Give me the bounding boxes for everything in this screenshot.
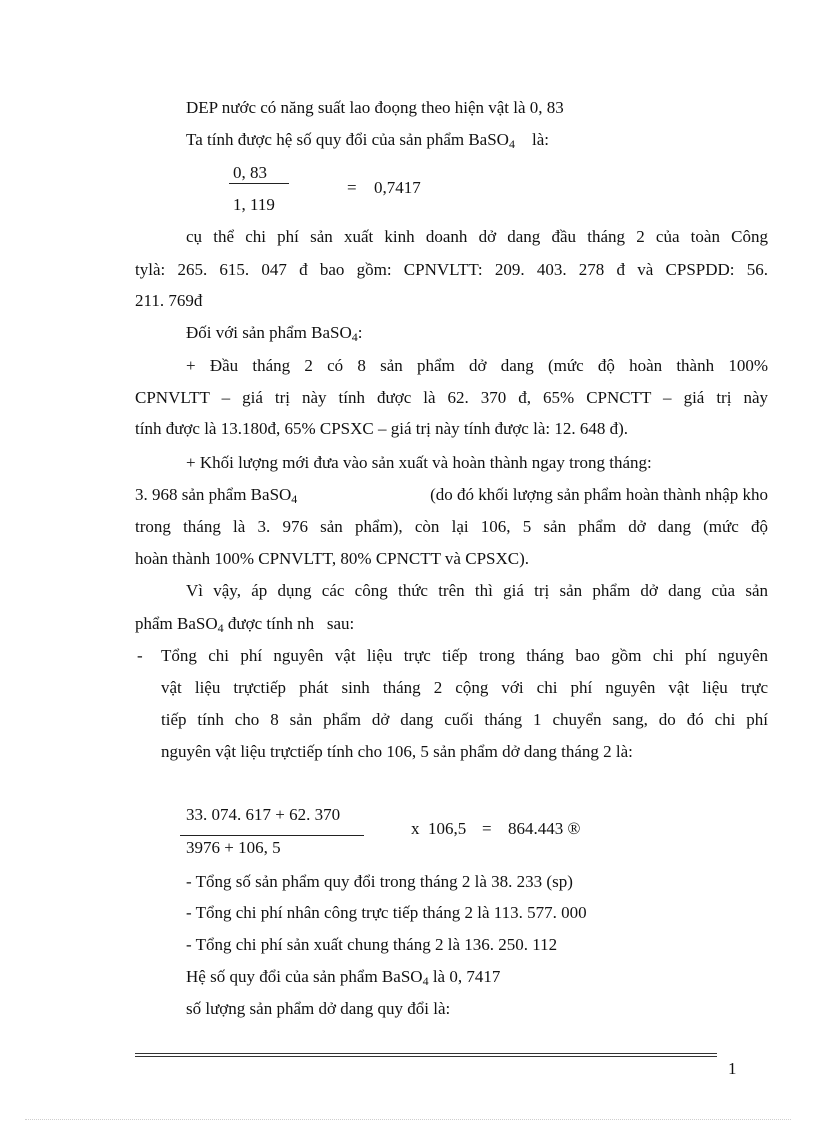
text-line: nguyên vật liệu trựctiếp tính cho 106, 5 sản phẩm dở dang tháng 2 là:: [161, 742, 633, 761]
fraction-denominator: 1, 119: [233, 195, 275, 214]
subscript: 4: [422, 974, 429, 988]
text-segment: Đối với sản phẩm BaSO: [186, 323, 352, 342]
text-line: tylà: 265. 615. 047 đ bao gồm: CPNVLTT: 209. 403. 278 đ và CPSPDD: 56.: [135, 260, 768, 279]
subscript: 4: [217, 621, 224, 635]
text-line: CPNVLTT – giá trị này tính được là 62. 370 đ, 65% CPNCTT – giá trị này: [135, 388, 768, 407]
text-line: tính được là 13.180đ, 65% CPSXC – giá trị này tính được là: 12. 648 đ).: [135, 419, 629, 438]
text-line: cụ thể chi phí sản xuất kinh doanh dở dang đầu tháng 2 của toàn Công: [186, 227, 768, 246]
text-line: hoàn thành 100% CPNVLTT, 80% CPNCTT và CPSXC).: [135, 549, 530, 568]
fraction-bar: [229, 183, 289, 184]
fraction-denominator: 3976 + 106, 5: [186, 838, 281, 857]
text-segment: là:: [531, 130, 549, 149]
text-line: [186, 129, 549, 151]
page-number: 1: [728, 1059, 737, 1078]
text-line: 211. 769đ: [135, 291, 203, 310]
fraction-numerator: 33. 074. 617 + 62. 370: [186, 805, 341, 824]
text-line: - Tổng chi phí sản xuất chung tháng 2 là 136. 250. 112: [186, 935, 558, 954]
footer-rule: [135, 1056, 717, 1057]
text-line: [135, 484, 768, 506]
bullet-dash: -: [137, 646, 143, 665]
text-line: Tổng chi phí nguyên vật liệu trực tiếp trong tháng bao gồm chi phí nguyên: [161, 646, 768, 665]
fraction-bar: [180, 835, 364, 836]
text-line: DEP nước có năng suất lao đoọng theo hiện vật là 0, 83: [186, 98, 564, 117]
subscript: 4: [351, 330, 358, 344]
fraction-result: 0,7417: [374, 178, 421, 197]
text-segment: Hệ số quy đổi của sản phẩm BaSO: [186, 967, 423, 986]
text-segment: Ta tính được hệ số quy đổi của sản phẩm BaSO: [186, 130, 509, 149]
fraction-result: 864.443 ®: [508, 819, 581, 838]
text-line: số lượng sản phẩm dở dang quy đổi là:: [186, 999, 451, 1018]
text-line: [135, 613, 354, 635]
text-line: Vì vậy, áp dụng các công thức trên thì giá trị sản phẩm dở dang của sản: [186, 581, 768, 600]
fraction-numerator: 0, 83: [233, 163, 267, 182]
subscript: 4: [291, 492, 298, 506]
text-segment: là 0, 7417: [432, 967, 501, 986]
page-bottom-border: [25, 1119, 791, 1120]
equals-sign: =: [347, 178, 357, 197]
text-segment: (do đó khối lượng sản phẩm hoàn thành nhập kho: [430, 485, 768, 504]
text-line: - Tổng số sản phẩm quy đổi trong tháng 2 là 38. 233 (sp): [186, 872, 573, 891]
equals-sign: =: [482, 819, 492, 838]
text-line: vật liệu trựctiếp phát sinh tháng 2 cộng với chi phí nguyên vật liệu trực: [161, 678, 768, 697]
text-line: + Đầu tháng 2 có 8 sản phẩm dở dang (mức độ hoàn thành 100%: [186, 356, 768, 375]
footer-rule: [135, 1053, 717, 1054]
multiplier: x 106,5: [411, 819, 467, 838]
text-line: + Khối lượng mới đưa vào sản xuất và hoàn thành ngay trong tháng:: [186, 453, 652, 472]
text-segment: :: [357, 323, 363, 342]
text-segment: được tính nh sau:: [227, 614, 355, 633]
text-line: [186, 322, 363, 344]
subscript: 4: [508, 137, 515, 151]
text-segment: 3. 968 sản phẩm BaSO$_4$: [135, 485, 298, 506]
text-segment: phẩm BaSO: [135, 614, 218, 633]
text-line: tiếp tính cho 8 sản phẩm dở dang cuối tháng 1 chuyển sang, do đó chi phí: [161, 710, 768, 729]
text-line: trong tháng là 3. 976 sản phẩm), còn lại 106, 5 sản phẩm dở dang (mức độ: [135, 517, 768, 536]
text-line: [186, 966, 500, 988]
text-line: - Tổng chi phí nhân công trực tiếp tháng 2 là 113. 577. 000: [186, 903, 587, 922]
